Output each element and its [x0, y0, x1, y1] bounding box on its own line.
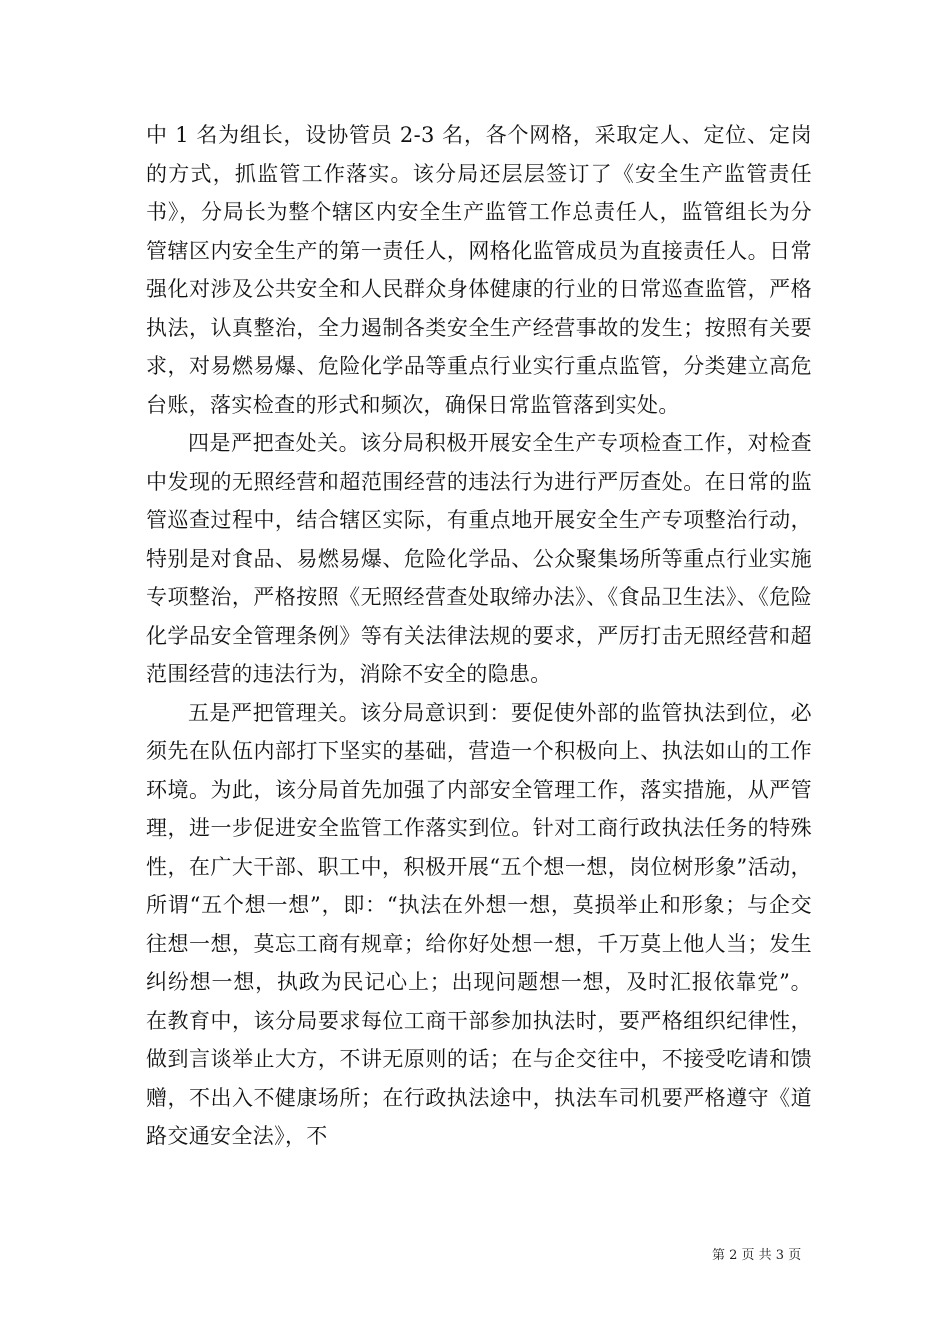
paragraph-four-investigation: 四是严把查处关。该分局积极开展安全生产专项检查工作，对检查中发现的无照经营和超范围经营的违法行为进行严厉查处。在日常的监管巡查过程中，结合辖区实际，有重点地开展安全生产专项整治行动，特别是对食品、易燃易爆、危险化学品、公众聚集场所等重点行业实施专项整治，严格按照《无照经营查处取缔办法》、《食品卫生法》、《危险化学品安全管理条例》等有关法律法规的要求，严厉打击无照经营和超范围经营的违法行为，消除不安全的隐患。	[146, 431, 812, 686]
paragraph-continued: 中 1 名为组长，设协管员 2-3 名，各个网格，采取定人、定位、定岗的方式，抓监管工作落实。该分局还层层签订了《安全生产监管责任书》，分局长为整个辖区内安全生产监管工作总责任人，监管组长为分管辖区内安全生产的第一责任人，网格化监管成员为直接责任人。日常强化对涉及公共安全和人民群众身体健康的行业的日常巡查监管，严格执法，认真整治，全力遏制各类安全生产经营事故的发生；按照有关要求，对易燃易爆、危险化学品等重点行业实行重点监管，分类建立高危台账，落实检查的形式和频次，确保日常监管落到实处。	[146, 123, 812, 417]
paragraph-five-management: 五是严把管理关。该分局意识到：要促使外部的监管执法到位，必须先在队伍内部打下坚实的基础，营造一个积极向上、执法如山的工作环境。为此，该分局首先加强了内部安全管理工作，落实措施，从严管理，进一步促进安全监管工作落实到位。针对工商行政执法任务的特殊性，在广大干部、职工中，积极开展“五个想一想，岗位树形象”活动，所谓“五个想一想”，即：“执法在外想一想，莫损举止和形象；与企交往想一想，莫忘工商有规章；给你好处想一想，千万莫上他人当；发生纠纷想一想，执政为民记心上；出现问题想一想，及时汇报依靠党”。在教育中，该分局要求每位工商干部参加执法时，要严格组织纪律性，做到言谈举止大方，不讲无原则的话；在与企交往中，不接受吃请和馈赠，不出入不健康场所；在行政执法途中，执法车司机要严格遵守《道路交通安全法》，不	[146, 700, 812, 1148]
page-number-footer: 第 2 页 共 3 页	[712, 1248, 802, 1263]
document-body	[146, 116, 812, 1156]
